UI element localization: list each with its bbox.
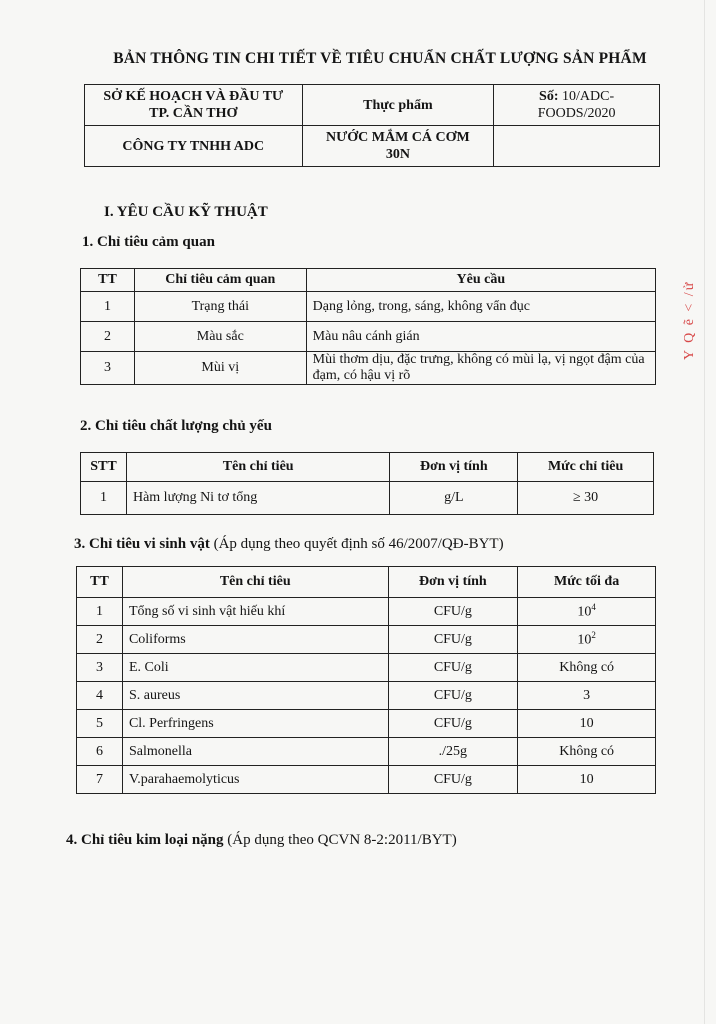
table-row: 3 E. Coli CFU/g Không có — [77, 654, 656, 682]
document-title: BẢN THÔNG TIN CHI TIẾT VỀ TIÊU CHUẨN CHẤT LƯỢNG SẢN PHẨM — [113, 50, 647, 67]
table-row: 5 Cl. Perfringens CFU/g 10 — [77, 710, 656, 738]
table-row: 6 Salmonella ./25g Không có — [77, 738, 656, 766]
org-name: SỞ KẾ HOẠCH VÀ ĐẦU TƯ TP. CẦN THƠ — [85, 85, 303, 126]
red-stamp-mark: Y Q ẽ < /ử — [682, 280, 697, 360]
section-4-title: 4. Chỉ tiêu kim loại nặng (Áp dụng theo QCVN 8-2:2011/BYT) — [66, 832, 457, 848]
section-technical-requirements: I. YÊU CẦU KỸ THUẬT — [104, 204, 268, 220]
document-number: Số: 10/ADC-FOODS/2020 — [494, 85, 660, 126]
microbiology-table — [76, 566, 656, 794]
sensory-table — [80, 268, 656, 385]
table-header: TT Tên chỉ tiêu Đơn vị tính Mức tối đa — [77, 567, 656, 598]
table-row: 2 Coliforms CFU/g $10^2$ — [77, 626, 656, 654]
table-row: 2 Màu sắc Màu nâu cánh gián — [81, 322, 656, 352]
company-name: CÔNG TY TNHH ADC — [85, 126, 303, 167]
table-header: TT Chỉ tiêu cảm quan Yêu cầu — [81, 269, 656, 292]
table-row: 1 Hàm lượng Ni tơ tổng g/L ≥ 30 — [81, 482, 654, 515]
section-3-title: 3. Chỉ tiêu vi sinh vật (Áp dụng theo quyết định số 46/2007/QĐ-BYT) — [74, 536, 504, 552]
header-table — [84, 84, 660, 167]
empty-cell — [494, 126, 660, 167]
table-row: 4 S. aureus CFU/g 3 — [77, 682, 656, 710]
table-row: 1 Tổng số vi sinh vật hiếu khí CFU/g $10^4$ — [77, 598, 656, 626]
quality-table — [80, 452, 654, 515]
table-row: 1 Trạng thái Dạng lỏng, trong, sáng, không vẩn đục — [81, 292, 656, 322]
section-1-title: 1. Chỉ tiêu cảm quan — [82, 234, 215, 250]
table-row: 3 Mùi vị Mùi thơm dịu, đặc trưng, không có mùi lạ, vị ngọt đậm của đạm, có hậu vị rõ — [81, 352, 656, 385]
scan-edge — [704, 0, 705, 1024]
table-row: 7 V.parahaemolyticus CFU/g 10 — [77, 766, 656, 794]
table-header: STT Tên chỉ tiêu Đơn vị tính Mức chỉ tiêu — [81, 453, 654, 482]
product-category: Thực phẩm — [302, 85, 494, 126]
product-name: NƯỚC MẮM CÁ CƠM 30N — [302, 126, 494, 167]
section-2-title: 2. Chỉ tiêu chất lượng chủ yếu — [80, 418, 272, 434]
